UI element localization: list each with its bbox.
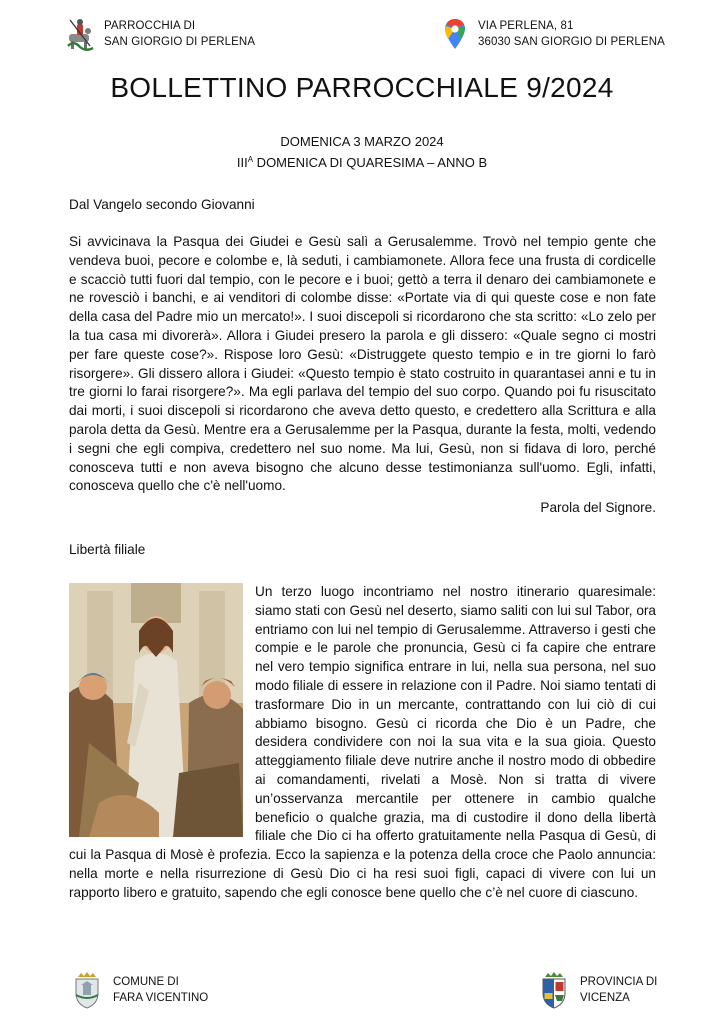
- footer-province-line1: PROVINCIA DI: [580, 976, 658, 988]
- sunday-ordinal: III: [236, 155, 248, 170]
- date-line: DOMENICA 3 MARZO 2024: [280, 134, 444, 149]
- gospel-passage: [69, 233, 656, 518]
- sunday-ordinal-sup: A: [247, 155, 254, 164]
- bulletin-title: BOLLETTINO PARROCCHIALE 9/2024: [110, 72, 614, 103]
- footer-province: [537, 970, 657, 1010]
- header-parish: [66, 14, 255, 54]
- header-parish-line1: PARROCCHIA DI: [104, 20, 196, 32]
- header-address-line2: 36030 SAN GIORGIO DI PERLENA: [478, 36, 665, 48]
- municipal-crest-icon: [70, 970, 104, 1010]
- footer-municipality-line2: FARA VICENTINO: [113, 992, 209, 1004]
- sunday-line: [0, 151, 724, 172]
- article-body: [69, 583, 656, 903]
- province-crest-icon: [537, 970, 571, 1010]
- jesus-in-temple-illustration: [69, 583, 243, 837]
- gospel-source: Dal Vangelo secondo Giovanni: [69, 197, 255, 212]
- article-title: Libertà filiale: [69, 542, 146, 557]
- liturgical-date: [0, 133, 724, 172]
- saint-george-emblem-icon: [66, 16, 96, 52]
- gospel-closing: Parola del Signore.: [540, 500, 656, 516]
- header-address-line1: VIA PERLENA, 81: [478, 20, 574, 32]
- header-address: [442, 14, 665, 54]
- footer-municipality-line1: COMUNE DI: [113, 976, 179, 988]
- map-pin-icon: [442, 16, 468, 52]
- header-parish-line2: SAN GIORGIO DI PERLENA: [104, 36, 256, 48]
- gospel-text: Si avvicinava la Pasqua dei Giudei e Gesù salì a Gerusalemme. Trovò nel tempio gente che vendeva buoi, pecore e colombe e, là seduti, i cambiamonete. Allora fece una frusta di cordicelle e scacciò tutti fuori dal tempio, con le pecore e i buoi; gettò a terra il denaro dei cambiamonete e ne rovesciò i banchi, e ai venditori di colombe disse: «Portate via di qui queste cose e non fate della casa del Padre mio un mercato!». I suoi discepoli si ricordarono che sta scritto: «Lo zelo per la tua casa mi divorerà». Allora i Giudei presero la parola e gli dissero: «Quale segno ci mostri per fare queste cose?». Rispose loro Gesù: «Distruggete questo tempio e in tre giorni lo farò risorgere». Gli dissero allora i Giudei: «Questo tempio è stato costruito in quarantasei anni e tu in tre giorni lo farai risorgere?». Ma egli parlava del tempio del suo corpo. Quando poi fu risuscitato dai morti, i suoi discepoli si ricordarono che aveva detto questo, e credettero alla Scrittura e alla parola detta da Gesù. Mentre era a Gerusalemme per la Pasqua, durante la festa, molti, vedendo i segni che egli compiva, credettero nel suo nome. Ma lui, Gesù, non si fidava di loro, perché conosceva tutti e non aveva bisogno che alcuno desse testimonianza sull'uomo. Egli, infatti, conosceva quello che c'è nell'uomo.: [69, 234, 656, 494]
- footer-municipality: [70, 970, 208, 1010]
- article-text: Un terzo luogo incontriamo nel nostro itinerario quaresimale: siamo stati con Gesù nel deserto, siamo saliti con lui sul Tabor, ora entriamo con lui nel tempio di Gerusalemme. Attraverso i gesti che compie e le parole che pronuncia, Gesù ci fa capire che entrare nel vero tempio significa entrare in lui, nella sua persona, nel suo modo filiale di essere in relazione con il Padre. Noi siamo tentati di trasformare Dio in un mercante, contrattando con lui ciò di cui abbiamo bisogno. Gesù ci ricorda che Dio è un Padre, che desidera condividere con noi la sua vita e la sua gioia. Questo atteggiamento filiale deve nutrire anche il nostro modo di obbedire ai comandamenti, rivelati a Mosè. Non si tratta di vivere un’osservanza mercantile per ottenere in cambio qualche beneficio o qualche grazia, ma di custodire il dono della libertà filiale che Dio ci ha offerto gratuitamente nella Pasqua di Gesù, di cui la Pasqua di Mosè è profezia. Ecco la sapienza e la potenza della croce che Paolo annuncia: nella morte e nella risurrezione di Gesù Dio ci ha resi suoi figli, capaci di vivere con lui un rapporto libero e gratuito, sapendo che egli conosce bene quello che c’è nel cuore di ciascuno.: [69, 584, 656, 900]
- footer-province-line2: VICENZA: [580, 992, 630, 1004]
- sunday-description: DOMENICA DI QUARESIMA – ANNO B: [253, 155, 488, 170]
